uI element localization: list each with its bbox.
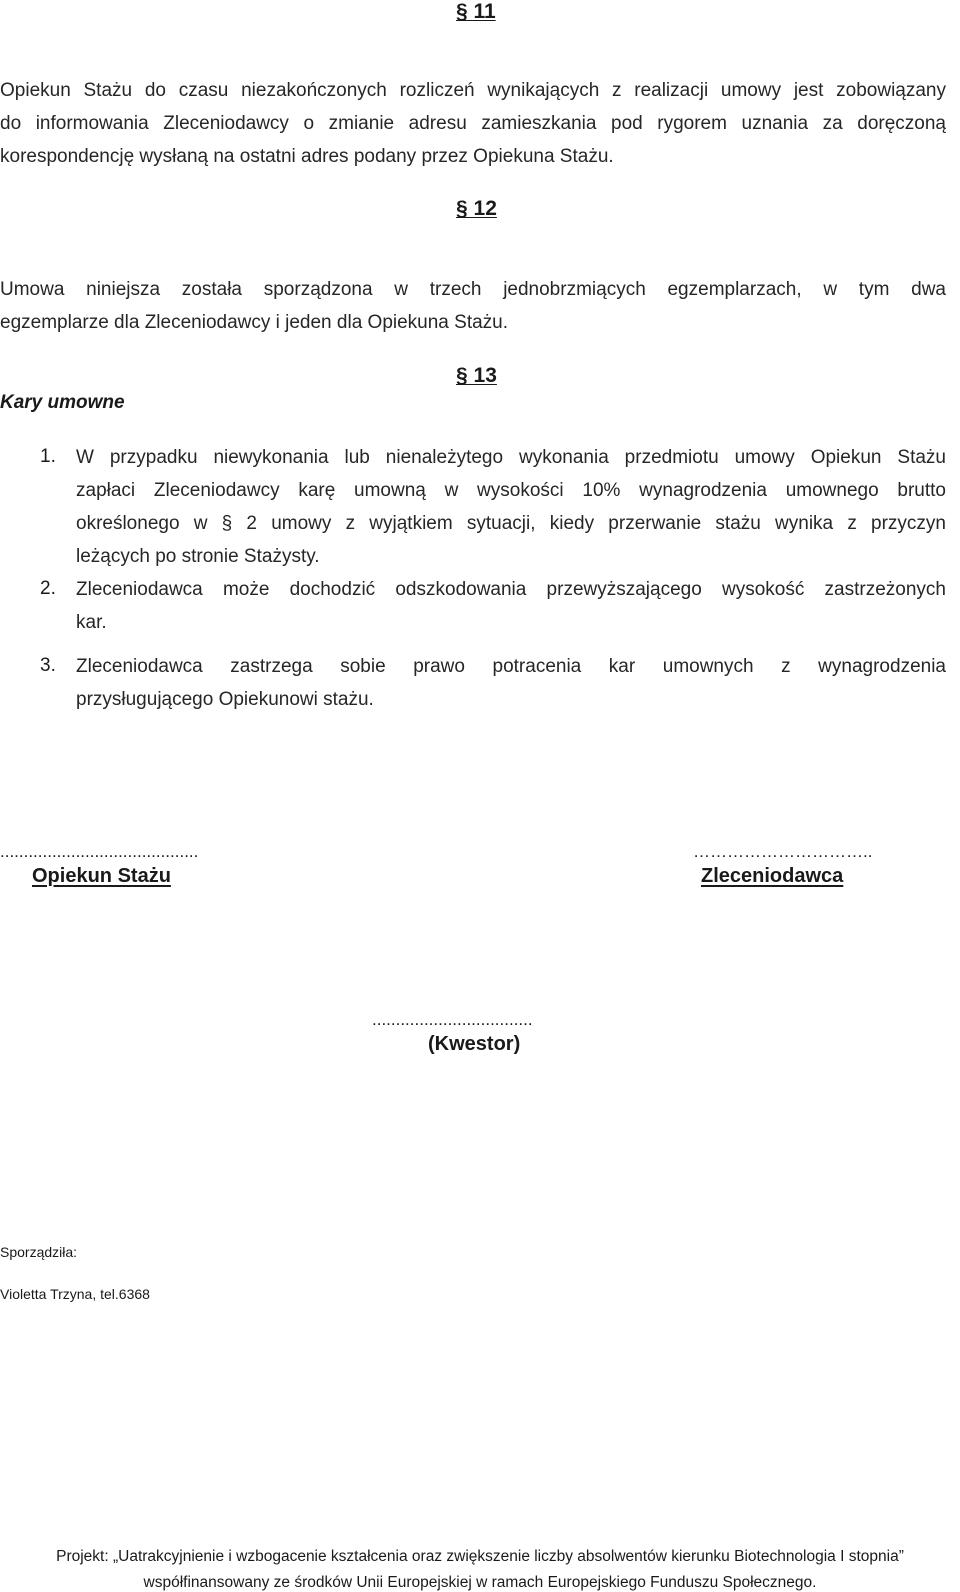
- text-line: zapłaci Zleceniodawcy karę umowną w wysokości 10% wynagrodzenia umownego brutto: [76, 480, 946, 501]
- text-line: leżących po stronie Stażysty.: [76, 546, 320, 567]
- list-item-number: 1.: [40, 446, 56, 467]
- text-line: egzemplarze dla Zleceniodawcy i jeden dla Opiekuna Stażu.: [0, 312, 509, 333]
- prepared-by-name: Violetta Trzyna, tel.6368: [0, 1286, 150, 1302]
- text-line: korespondencję wysłaną na ostatni adres podany przez Opiekuna Stażu.: [0, 146, 614, 167]
- list-item-text: [76, 573, 946, 639]
- list-item-number: 3.: [40, 655, 56, 676]
- text-line: określonego w § 2 umowy z wyjątkiem sytuacji, kiedy przerwanie stażu wynika z przyczyn: [76, 513, 946, 534]
- section-11-paragraph: [0, 74, 946, 173]
- section-13-heading: § 13: [456, 364, 497, 387]
- signature-line-right: …………………………..: [693, 842, 873, 861]
- text-line: Zleceniodawca może dochodzić odszkodowania przewyższającego wysokość zastrzeżonych: [76, 579, 946, 600]
- prepared-by-label: Sporządziła:: [0, 1244, 78, 1260]
- text-line: Umowa niniejsza została sporządzona w trzech jednobrzmiących egzemplarzach, w tym dwa: [0, 279, 946, 300]
- list-item-number: 2.: [40, 578, 56, 599]
- signature-line-left: ..........................................: [0, 842, 199, 861]
- signature-line-center: ..................................: [372, 1010, 533, 1029]
- text-line: kar.: [76, 612, 107, 633]
- text-line: Opiekun Stażu do czasu niezakończonych rozliczeń wynikających z realizacji umowy jest zobowiązany: [0, 80, 946, 101]
- text-line: Zleceniodawca zastrzega sobie prawo potracenia kar umownych z wynagrodzenia: [76, 656, 946, 677]
- text-line: do informowania Zleceniodawcy o zmianie adresu zamieszkania pod rygorem uznania za doręczoną: [0, 113, 946, 134]
- text-line: przysługującego Opiekunowi stażu.: [76, 689, 374, 710]
- signature-label-kwestor: (Kwestor): [428, 1033, 521, 1055]
- footer-project-line: Projekt: „Uatrakcyjnienie i wzbogacenie kształcenia oraz zwiększenie liczby absolwentów kierunku Biotechnologia I stopnia”: [56, 1548, 904, 1565]
- section-13-title: Kary umowne: [0, 392, 125, 413]
- section-12-heading: § 12: [456, 197, 497, 220]
- section-12-paragraph: [0, 273, 946, 339]
- signature-label-zleceniodawca: Zleceniodawca: [701, 865, 844, 887]
- text-line: W przypadku niewykonania lub nienależytego wykonania przedmiotu umowy Opiekun Stażu: [76, 447, 946, 468]
- signature-label-opiekun: Opiekun Stażu: [32, 865, 171, 887]
- section-11-heading: § 11: [456, 0, 496, 23]
- list-item-text: [76, 441, 946, 573]
- list-item-text: [76, 650, 946, 716]
- footer-funding-line: współfinansowany ze środków Unii Europejskiej w ramach Europejskiego Funduszu Społecznego.: [143, 1574, 817, 1591]
